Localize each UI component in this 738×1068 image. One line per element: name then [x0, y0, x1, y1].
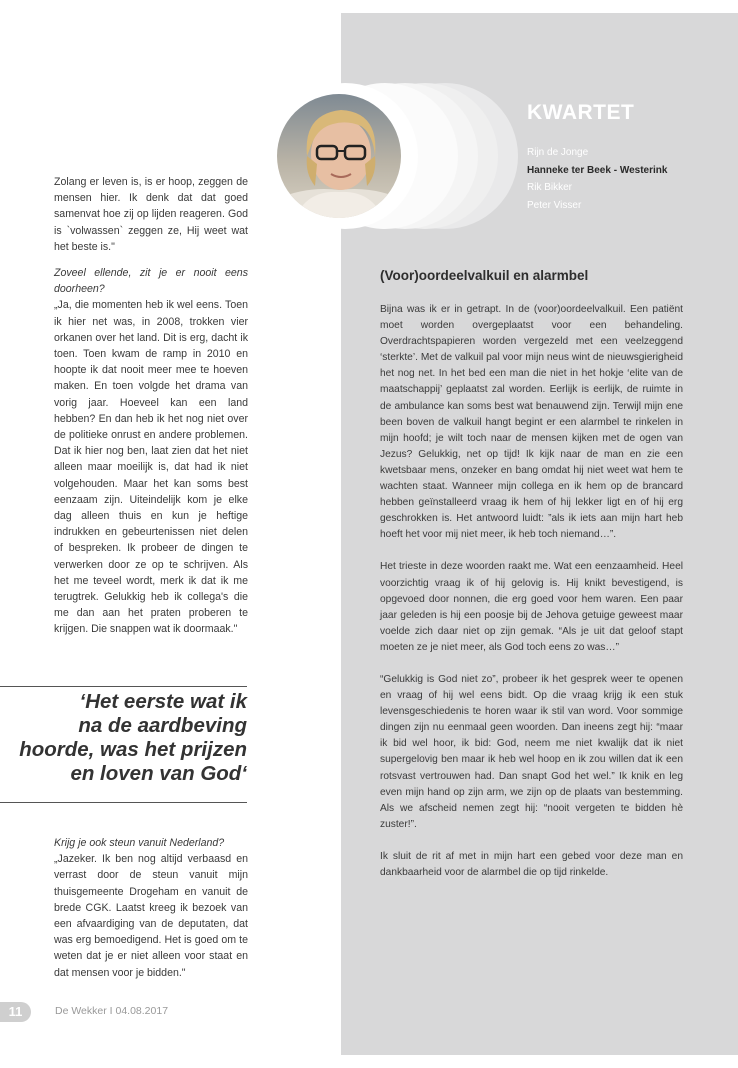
- body-paragraph: Zolang er leven is, is er hoop, zeggen de mensen hier. Ik denk dat dat goed samenvat hoe zij op lijden reageren. God is `volwassen` zeggen ze, Hij weet wat het beste is.": [54, 176, 248, 253]
- pull-quote: [0, 690, 247, 786]
- interview-question: Krijg je ook steun vanuit Nederland?: [54, 837, 225, 849]
- body-paragraph: “Gelukkig is God niet zo”, probeer ik het gesprek weer te openen en vraag of hij wel eens bidt. Op die vraag krijg ik een stuk levensgeschiedenis te horen waar ik stil van word. Voor sommige dingen zijn nu eenmaal geen woorden. Dan ineens zegt hij: “maar ik bid wel hoor, ik bid: God, neem me niet kwalijk dat ik niet supergelovig ben maar ik heb wel hoop en ik zou willen dat ik een rotsvast vertrouwen had. Dan snapt God het wel.” Ik knik en leg even mijn hand op zijn arm, we zijn op de plaats van bestemming. Als we afscheid nemen zegt hij: “nooit vergeten te bidden hè zuster!”.: [380, 673, 683, 830]
- pull-quote-rule-bottom: [0, 802, 247, 803]
- kwartet-member: Rijn de Jonge: [527, 147, 589, 158]
- body-paragraph: Het trieste in deze woorden raakt me. Wat een eenzaamheid. Heel voorzichtig vraag ik of hij gelovig is. Hij knikt bevestigend, is opgevoed door nonnen, die erg goed voor hem waren. Een paar jaar geleden is hij een poosje bij de Jehova getuige geweest maar voelde zich daar niet op zijn gemak. “Als je uit dat geloof stapt moeten ze je niet meer, als God toch eens zo was…”: [380, 561, 683, 653]
- kwartet-member: Rik Bikker: [527, 182, 573, 193]
- body-paragraph: Bijna was ik er in getrapt. In de (voor)oordeelvalkuil. Een patiënt moet worden overgeplaatst voor een behandeling. Overdrachtspapieren worden vergezeld met een veelzeggend ‘sterkte’. Met de valkuil pal voor mijn neus wint de nieuwsgierigheid het nog net. In het bed een man die niet in het hokje ‘elite van de maatschappij’ geplaatst zal worden. Eerlijk is eerlijk, de ruimte in de ambulance kan soms best wat benauwend zijn. Terwijl mijn ene been boven de valkuil hangt begint er een alarmbel te rinkelen in mijn hoofd; je wilt toch naar de mensen kijken met de ogen van Jezus? Gelukkig, net op tijd! Ik kijk naar de man en zie een kwetsbaar mens, onzeker en bang omdat hij niet weet wat hem te wachten staat. Wanneer mijn collega en ik hem op de brancard hebben geïnstalleerd vraag ik hem of hij lekker ligt en of hij erg geschrokken is. Het antwoord luidt: ”als ik iets aan mijn hart heb hoeft het voor mij niet meer, ik heb toch niemand…”.: [380, 304, 683, 541]
- body-paragraph: „Jazeker. Ik ben nog altijd verbaasd en verrast door de steun vanuit mijn thuisgemeente Drogeham en vanuit de brede CGK. Laatst kreeg ik bezoek van een afvaardiging van de deputaten, dat was erg bemoedigend. Het is goed om te weten dat je er niet alleen voor staat en dat mensen voor je bidden.": [54, 853, 248, 979]
- kwartet-member: Peter Visser: [527, 199, 582, 211]
- kwartet-title: KWARTET: [527, 101, 635, 124]
- pull-quote-line: hoorde, was het prijzen: [19, 738, 247, 761]
- pull-quote-line: ‘Het eerste wat ik: [79, 690, 247, 713]
- body-paragraph: Ik sluit de rit af met in mijn hart een gebed voor deze man en dankbaarheid voor de alarmbel die op tijd rinkelde.: [380, 850, 683, 878]
- left-column-bottom: [54, 835, 248, 991]
- body-paragraph: „Ja, die momenten heb ik wel eens. Toen ik hier net was, in 2008, trokken vier orkanen over het land. Dit is erg, dacht ik toen. Toen kwam de ramp in 2010 en hoopte ik dat nooit meer mee te hoeven maken. En toen volgde het drama van vorig jaar. Hoeveel kan een land hebben? En dan heb ik het nog niet over de politieke onrust en andere problemen. Dat ik hier nog ben, laat zien dat het niet alleen maar moeilijk is, dat had ik niet volgehouden. Maar het kan soms best eenzaam zijn. Uiteindelijk kom je elke dag alleen thuis en kun je heftige indrukken en gebeurtenissen niet delen of bespreken. Ik probeer de dingen te verwerken door ze op te schrijven. Als het me teveel wordt, merk ik dat ik me terugtrek. Gelukkig heb ik collega's die me dan aan het praten proberen te krijgen. Die snappen wat ik doormaak.": [54, 299, 248, 636]
- pull-quote-rule-top: [0, 686, 247, 687]
- kwartet-member-active: Hanneke ter Beek - Westerink: [527, 164, 668, 176]
- pull-quote-line: na de aardbeving: [78, 714, 247, 737]
- author-portrait: [277, 94, 401, 218]
- footer-text: De Wekker I 04.08.2017: [55, 1005, 169, 1017]
- kwartet-members: [527, 144, 667, 214]
- pull-quote-line: en loven van God‘: [70, 762, 247, 785]
- interview-question: Zoveel ellende, zit je er nooit eens doorheen?: [54, 267, 248, 296]
- page-number: 11: [0, 1002, 31, 1022]
- right-column: [380, 302, 683, 897]
- left-column-top: [54, 174, 248, 648]
- section-title: (Voor)oordeelvalkuil en alarmbel: [380, 268, 589, 283]
